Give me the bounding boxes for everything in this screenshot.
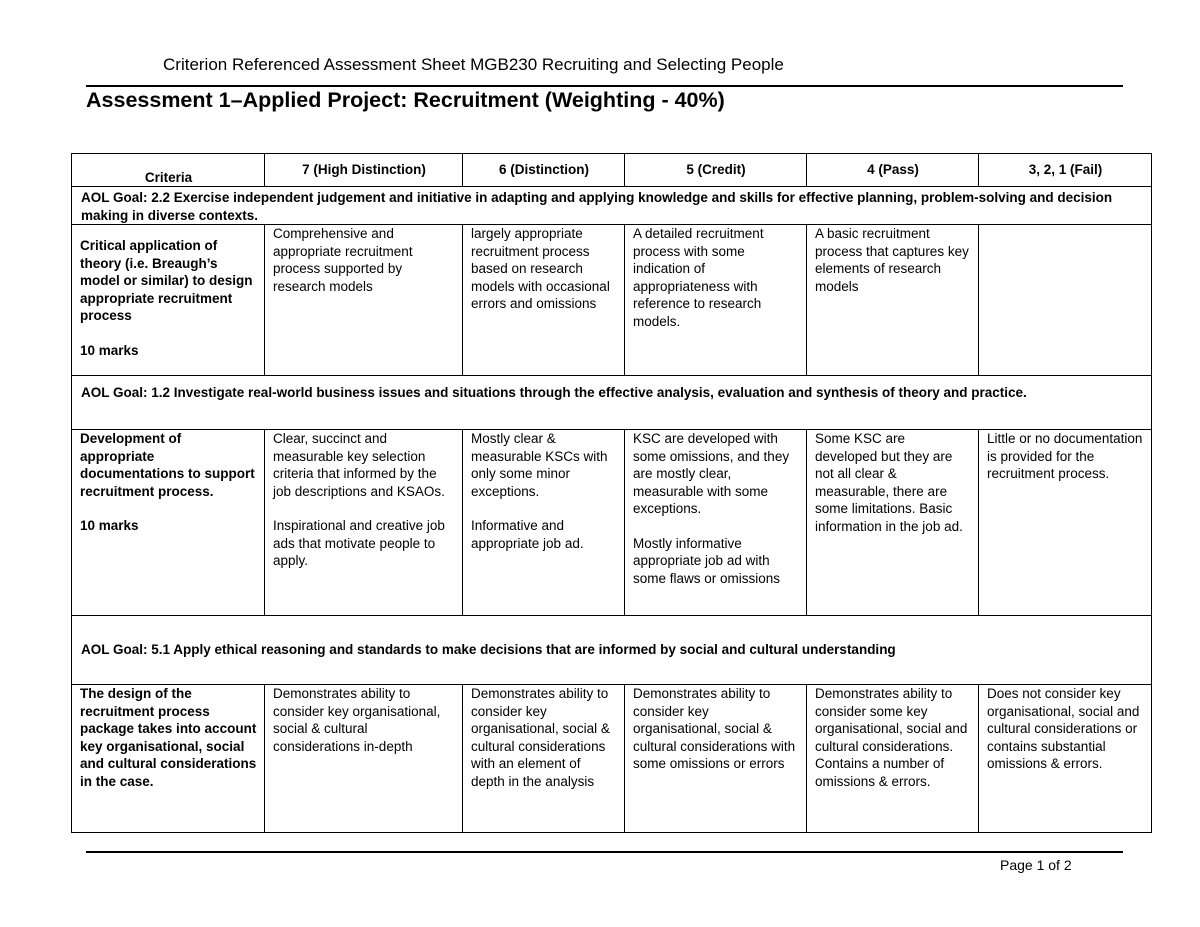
column-header-distinction: 6 (Distinction) xyxy=(463,154,625,187)
descriptor-d: Demonstrates ability to consider key organisational, social & cultural considerations with an element of depth in the analysis xyxy=(463,685,625,833)
descriptor-hd-ksc: Clear, succinct and measurable key selection criteria that informed by the job descriptions and KSAOs. xyxy=(273,431,445,499)
descriptor-d: largely appropriate recruitment process based on research models with occasional errors and omissions xyxy=(463,225,625,376)
descriptor-f xyxy=(979,225,1152,376)
criterion-marks: 10 marks xyxy=(80,342,139,358)
criterion-row xyxy=(72,685,1152,833)
descriptor-c xyxy=(625,430,807,616)
descriptor-c: Demonstrates ability to consider key organisational, social & cultural considerations with some omissions or errors xyxy=(625,685,807,833)
running-header: Criterion Referenced Assessment Sheet MGB230 Recruiting and Selecting People xyxy=(163,55,784,74)
assessment-rubric-table xyxy=(71,153,1152,833)
criterion-row xyxy=(72,225,1152,376)
criterion-name: Development of appropriate documentations to support recruitment process. xyxy=(80,431,255,499)
descriptor-f: Does not consider key organisational, social and cultural considerations or contains substantial omissions & errors. xyxy=(979,685,1152,833)
descriptor-c-job-ad: Mostly informative appropriate job ad with some flaws or omissions xyxy=(633,535,781,586)
descriptor-f: Little or no documentation is provided for the recruitment process. xyxy=(979,430,1152,616)
aol-goal-1-2: AOL Goal: 1.2 Investigate real-world business issues and situations through the effective analysis, evaluation and synthesis of theory and practice. xyxy=(72,376,1152,430)
descriptor-d xyxy=(463,430,625,616)
footer-rule xyxy=(86,851,1123,853)
column-header-credit: 5 (Credit) xyxy=(625,154,807,187)
header-rule xyxy=(86,85,1123,87)
goal-row xyxy=(72,187,1152,225)
criterion-marks: 10 marks xyxy=(80,518,139,533)
descriptor-d-job-ad: Informative and appropriate job ad. xyxy=(471,518,584,551)
column-header-high-distinction: 7 (High Distinction) xyxy=(265,154,463,187)
criterion-name: Critical application of theory (i.e. Breaugh’s model or similar) to design appropriate recruitment process xyxy=(80,238,253,323)
criterion-cell xyxy=(72,430,265,616)
descriptor-hd: Comprehensive and appropriate recruitment process supported by research models xyxy=(265,225,463,376)
descriptor-hd: Demonstrates ability to consider key organisational, social & cultural considerations in-depth xyxy=(265,685,463,833)
column-header-criteria: Criteria xyxy=(72,154,265,187)
goal-row xyxy=(72,376,1152,430)
descriptor-p: Some KSC are developed but they are not all clear & measurable, there are some limitations. Basic information in the job ad. xyxy=(807,430,979,616)
column-header-fail: 3, 2, 1 (Fail) xyxy=(979,154,1152,187)
descriptor-d-ksc: Mostly clear & measurable KSCs with only some minor exceptions. xyxy=(471,431,608,499)
table-header-row xyxy=(72,154,1152,187)
goal-row xyxy=(72,616,1152,685)
descriptor-p: A basic recruitment process that captures key elements of research models xyxy=(807,225,979,376)
descriptor-c-ksc: KSC are developed with some omissions, and they are mostly clear, measurable with some exceptions. xyxy=(633,431,790,516)
criterion-name: The design of the recruitment process package takes into account key organisational, social and cultural considerations in the case. xyxy=(72,685,265,833)
aol-goal-2-2: AOL Goal: 2.2 Exercise independent judgement and initiative in adapting and applying knowledge and skills for effective planning, problem-solving and decision making in diverse contexts. xyxy=(72,187,1152,225)
column-header-pass: 4 (Pass) xyxy=(807,154,979,187)
descriptor-hd xyxy=(265,430,463,616)
descriptor-hd-job-ad: Inspirational and creative job ads that motivate people to apply. xyxy=(273,518,445,568)
criterion-cell xyxy=(72,225,265,376)
descriptor-c: A detailed recruitment process with some indication of appropriateness with reference to research models. xyxy=(625,225,807,376)
page-number: Page 1 of 2 xyxy=(1000,857,1072,873)
aol-goal-5-1: AOL Goal: 5.1 Apply ethical reasoning and standards to make decisions that are informed by social and cultural understanding xyxy=(72,616,1152,685)
descriptor-p: Demonstrates ability to consider some key organisational, social and cultural considerations. Contains a number of omissions & errors. xyxy=(807,685,979,833)
page-title: Assessment 1–Applied Project: Recruitment (Weighting - 40%) xyxy=(86,88,725,112)
criterion-row xyxy=(72,430,1152,616)
